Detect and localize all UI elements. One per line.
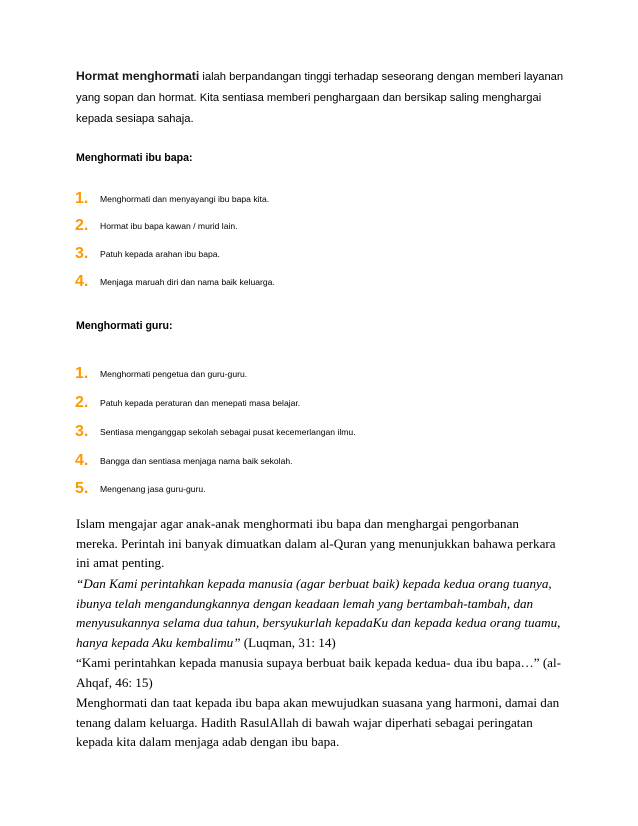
ibu-bapa-list-item [75,189,575,209]
guru-list-item [75,479,575,499]
quran-reference: (Luqman, 31: 14) [240,634,336,650]
intro-text: ialah berpandangan tinggi terhadap seseorang dengan memberi layanan yang sopan dan hormat. Kita sentiasa memberi penghargaan dan bersikap saling menghargai kepada sesiapa sahaja. [76,71,564,125]
list-number: 4. [75,273,89,290]
body-paragraph-4: Menghormati dan taat kepada ibu bapa akan mewujudkan suasana yang harmoni, damai dan tenang dalam keluarga. Hadith RasulAllah di bawah wajar diperhati sebagai peringatan kepada kita dalam menjaga adab dengan ibu bapa. [76,695,560,749]
quran-quote-paragraph [76,574,564,652]
list-number: 3. [75,423,89,440]
intro-term: Hormat menghormati [76,69,200,83]
list-text: Bangga dan sentiasa menjaga nama baik sekolah. [100,456,293,466]
body-paragraph-3: “Kami perintahkan kepada manusia supaya berbuat baik kepada kedua- dua ibu bapa…” (al-Ahqaf, 46: 15) [76,655,561,690]
ibu-bapa-list-item [75,216,575,236]
list-text: Menghormati pengetua dan guru-guru. [100,369,248,379]
list-text: Menjaga maruah diri dan nama baik keluarga. [100,277,275,287]
list-number: 3. [75,245,89,262]
list-text: Menghormati dan menyayangi ibu bapa kita. [100,194,270,204]
body-paragraph-1: Islam mengajar agar anak-anak menghormati ibu bapa dan menghargai pengorbanan mereka. Perintah ini banyak dimuatkan dalam al-Quran yang menunjukkan bahawa perkara ini amat penting. [76,516,556,570]
guru-list-item [75,364,575,384]
guru-list-item [75,451,575,471]
list-number: 5. [75,480,89,497]
ibu-bapa-list-item [75,272,575,292]
list-text: Patuh kepada arahan ibu bapa. [100,249,220,259]
list-text: Sentiasa menganggap sekolah sebagai pusat kecemerlangan ilmu. [100,427,356,437]
guru-list-item [75,422,575,442]
list-number: 2. [75,394,89,411]
intro-paragraph [76,66,566,130]
ibu-bapa-list-item [75,244,575,264]
list-number: 2. [75,217,89,234]
list-number: 1. [75,190,89,207]
guru-heading: Menghormati guru: [76,320,173,332]
list-text: Mengenang jasa guru-guru. [100,484,206,494]
list-number: 1. [75,365,89,382]
quran-quote: “Dan Kami perintahkan kepada manusia (agar berbuat baik) kepada kedua orang tuanya, ibunya telah mengandungkannya dengan keadaan lemah yang bertambah-tambah, dan menyusukannya selama dua tahun, bersyukurlah kepadaKu dan kepada kedua orang tuamu, hanya kepada Aku kembalimu” [76,576,561,650]
list-text: Hormat ibu bapa kawan / murid lain. [100,221,238,231]
guru-list-item [75,393,575,413]
ibu-bapa-heading: Menghormati ibu bapa: [76,152,193,164]
list-number: 4. [75,452,89,469]
list-text: Patuh kepada peraturan dan menepati masa belajar. [100,398,301,408]
